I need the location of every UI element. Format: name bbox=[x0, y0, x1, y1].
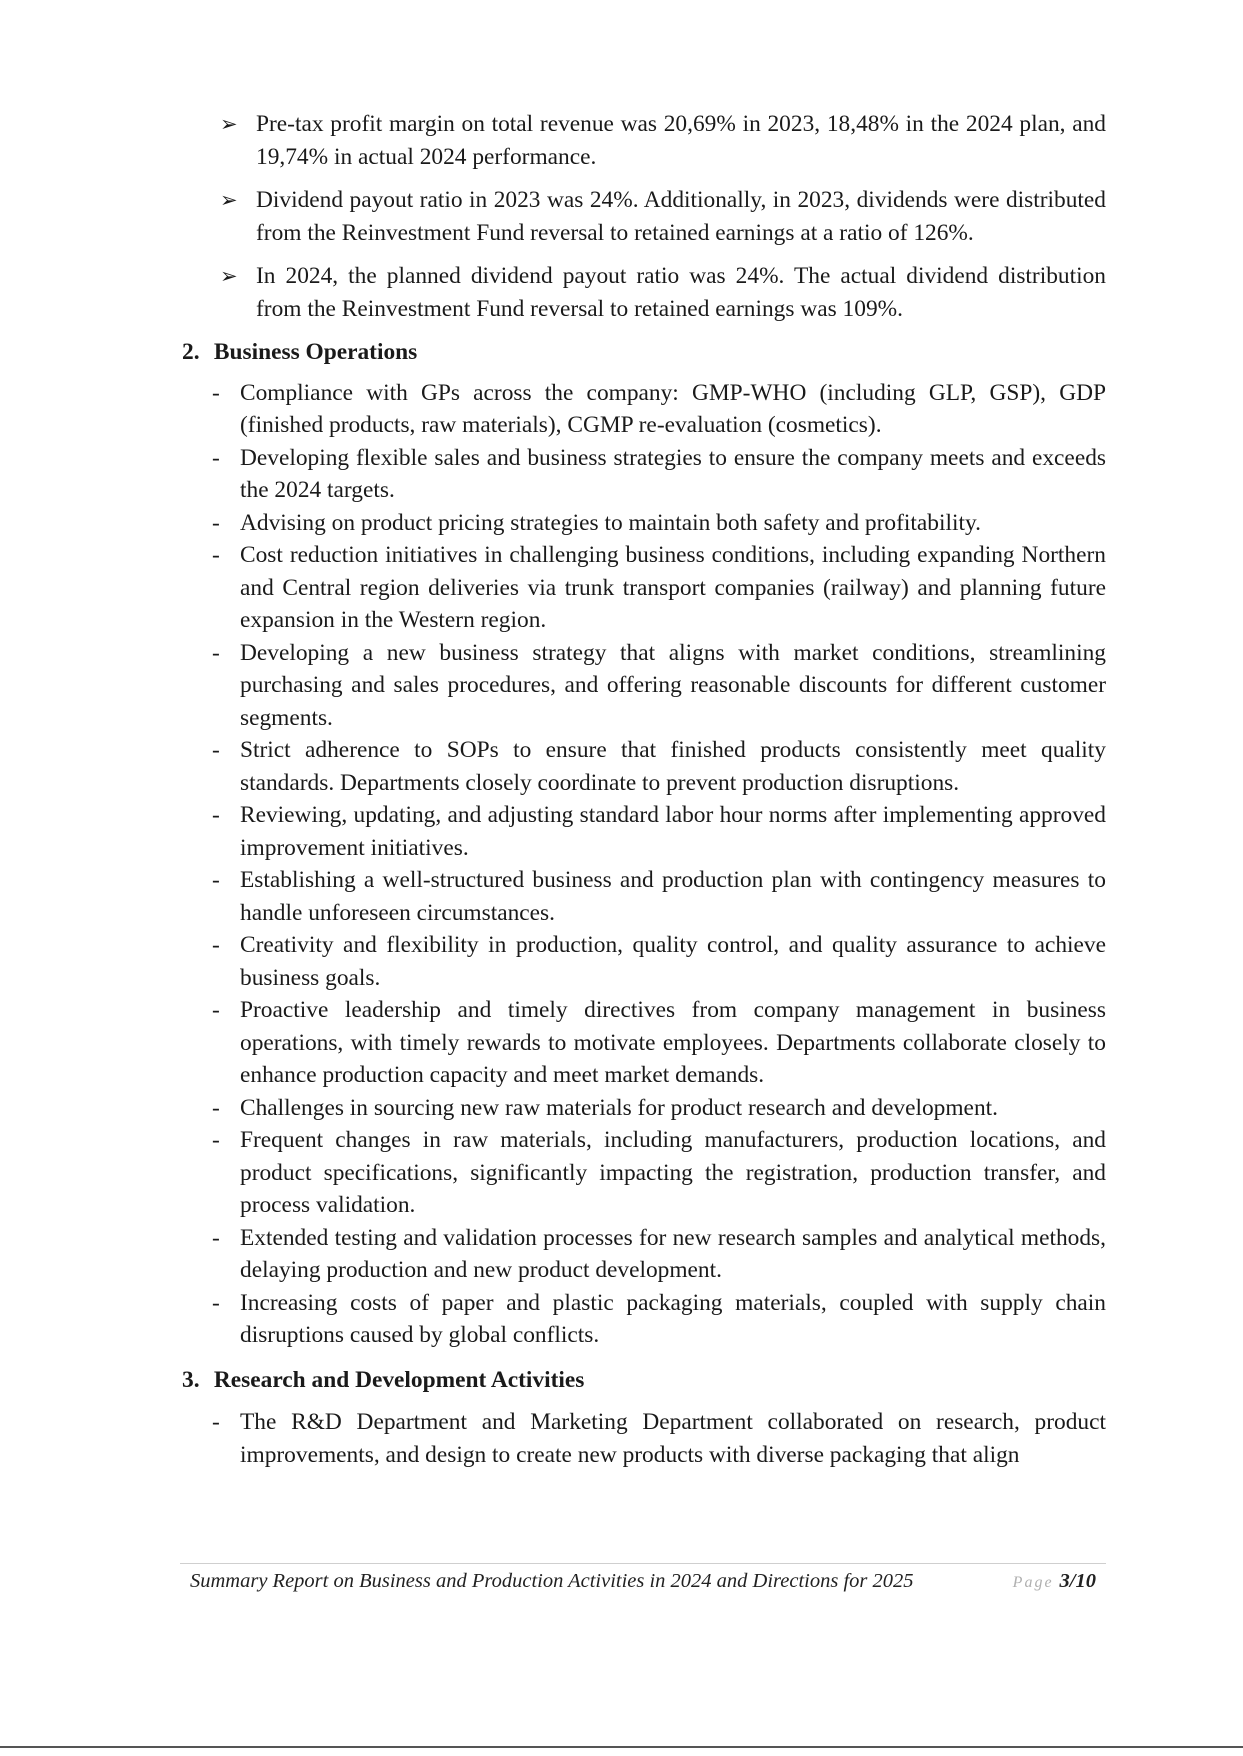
dash-bullet-icon: - bbox=[212, 509, 220, 536]
list-item bbox=[182, 442, 1106, 507]
footer-title: Summary Report on Business and Production Activities in 2024 and Directions for 2025 bbox=[190, 1570, 914, 1592]
page-number: 3/10 bbox=[1059, 1570, 1096, 1592]
list-item bbox=[182, 799, 1106, 864]
list-item-text: Developing a new business strategy that aligns with market conditions, streamlining purchasing and sales procedures, and offering reasonable discounts for different customer segments. bbox=[240, 639, 1106, 731]
arrow-bullet-list bbox=[182, 108, 1106, 325]
page-label: Page bbox=[1012, 1574, 1054, 1591]
dash-bullet-icon: - bbox=[212, 1409, 220, 1435]
list-item bbox=[182, 929, 1106, 994]
list-item bbox=[182, 507, 1106, 540]
list-item bbox=[182, 1124, 1106, 1222]
list-item-text: Developing flexible sales and business strategies to ensure the company meets and exceeds the 2024 targets. bbox=[240, 444, 1106, 503]
dash-bullet-icon: - bbox=[212, 867, 220, 893]
dash-bullet-icon: - bbox=[212, 542, 220, 568]
dash-bullet-icon: - bbox=[212, 444, 220, 471]
list-item bbox=[182, 1092, 1106, 1125]
section-3-heading bbox=[182, 1364, 1106, 1397]
section-2-number: 2. bbox=[182, 339, 200, 365]
list-item-text: Challenges in sourcing new raw materials for product research and development. bbox=[240, 1094, 998, 1121]
footer-divider bbox=[180, 1563, 1106, 1564]
list-item bbox=[182, 377, 1106, 442]
dash-bullet-icon: - bbox=[212, 1094, 220, 1121]
scan-bottom-edge bbox=[0, 1746, 1243, 1748]
list-item bbox=[182, 1287, 1106, 1352]
list-item-text: Establishing a well-structured business and production plan with contingency measures to handle unforeseen circumstances. bbox=[240, 867, 1106, 926]
arrow-bullet-icon: ➢ bbox=[220, 188, 238, 212]
list-item bbox=[182, 864, 1106, 929]
list-item-text: Compliance with GPs across the company: GMP-WHO (including GLP, GSP), GDP (finished products, raw materials), CGMP re-evaluation (cosmetics). bbox=[240, 379, 1106, 438]
list-item bbox=[182, 1406, 1106, 1471]
list-item bbox=[182, 1222, 1106, 1287]
list-item bbox=[182, 734, 1106, 799]
arrow-bullet-item bbox=[182, 108, 1106, 173]
dash-bullet-icon: - bbox=[212, 997, 220, 1023]
section-2-list bbox=[182, 377, 1106, 1352]
list-item-text: Cost reduction initiatives in challenging business conditions, including expanding Northern and Central region deliveries via trunk transport companies (railway) and planning future expansion in the Western region. bbox=[240, 542, 1106, 633]
list-item-text: Advising on product pricing strategies to maintain both safety and profitability. bbox=[240, 509, 981, 536]
list-item bbox=[182, 637, 1106, 735]
list-item-text: The R&D Department and Marketing Department collaborated on research, product improvements, and design to create new products with diverse packaging that align bbox=[240, 1409, 1106, 1468]
dash-bullet-icon: - bbox=[212, 1127, 220, 1153]
list-item-text: Frequent changes in raw materials, including manufacturers, production locations, and product specifications, significantly impacting the registration, production transfer, and process validation. bbox=[240, 1127, 1106, 1218]
list-item-text: Proactive leadership and timely directives from company management in business operations, with timely rewards to motivate employees. Departments collaborate closely to enhance production capacity and meet market demands. bbox=[240, 997, 1106, 1088]
dash-bullet-icon: - bbox=[212, 1289, 220, 1316]
list-item-text: Extended testing and validation processes for new research samples and analytical methods, delaying production and new product development. bbox=[240, 1224, 1106, 1283]
section-3-number: 3. bbox=[182, 1366, 200, 1393]
list-item bbox=[182, 539, 1106, 637]
list-item-text: Creativity and flexibility in production, quality control, and quality assurance to achieve business goals. bbox=[240, 932, 1106, 991]
arrow-bullet-item bbox=[182, 184, 1106, 249]
dash-bullet-icon: - bbox=[212, 379, 220, 406]
list-item-text: Strict adherence to SOPs to ensure that finished products consistently meet quality standards. Departments closely coordinate to prevent production disruptions. bbox=[240, 737, 1106, 796]
dash-bullet-icon: - bbox=[212, 737, 220, 763]
dash-bullet-icon: - bbox=[212, 639, 220, 666]
arrow-bullet-icon: ➢ bbox=[220, 264, 238, 288]
dash-bullet-icon: - bbox=[212, 802, 220, 828]
arrow-bullet-item bbox=[182, 260, 1106, 325]
page-indicator bbox=[1013, 1570, 1096, 1593]
section-2-heading bbox=[182, 336, 1106, 369]
arrow-bullet-text: Dividend payout ratio in 2023 was 24%. Additionally, in 2023, dividends were distributed from the Reinvestment Fund reversal to retained earnings at a ratio of 126%. bbox=[256, 187, 1106, 246]
arrow-bullet-text: In 2024, the planned dividend payout ratio was 24%. The actual dividend distribution from the Reinvestment Fund reversal to retained earnings was 109%. bbox=[256, 263, 1106, 322]
dash-bullet-icon: - bbox=[212, 932, 220, 958]
dash-bullet-icon: - bbox=[212, 1224, 220, 1251]
section-2-title: Business Operations bbox=[213, 339, 418, 365]
list-item bbox=[182, 994, 1106, 1092]
list-item-text: Reviewing, updating, and adjusting standard labor hour norms after implementing approved improvement initiatives. bbox=[240, 802, 1106, 861]
page-content bbox=[182, 108, 1106, 1471]
arrow-bullet-text: Pre-tax profit margin on total revenue was 20,69% in 2023, 18,48% in the 2024 plan, and 19,74% in actual 2024 performance. bbox=[256, 111, 1106, 170]
arrow-bullet-icon: ➢ bbox=[220, 112, 238, 136]
list-item-text: Increasing costs of paper and plastic packaging materials, coupled with supply chain disruptions caused by global conflicts. bbox=[240, 1289, 1106, 1348]
section-3-title: Research and Development Activities bbox=[213, 1366, 585, 1393]
section-3-list bbox=[182, 1406, 1106, 1471]
